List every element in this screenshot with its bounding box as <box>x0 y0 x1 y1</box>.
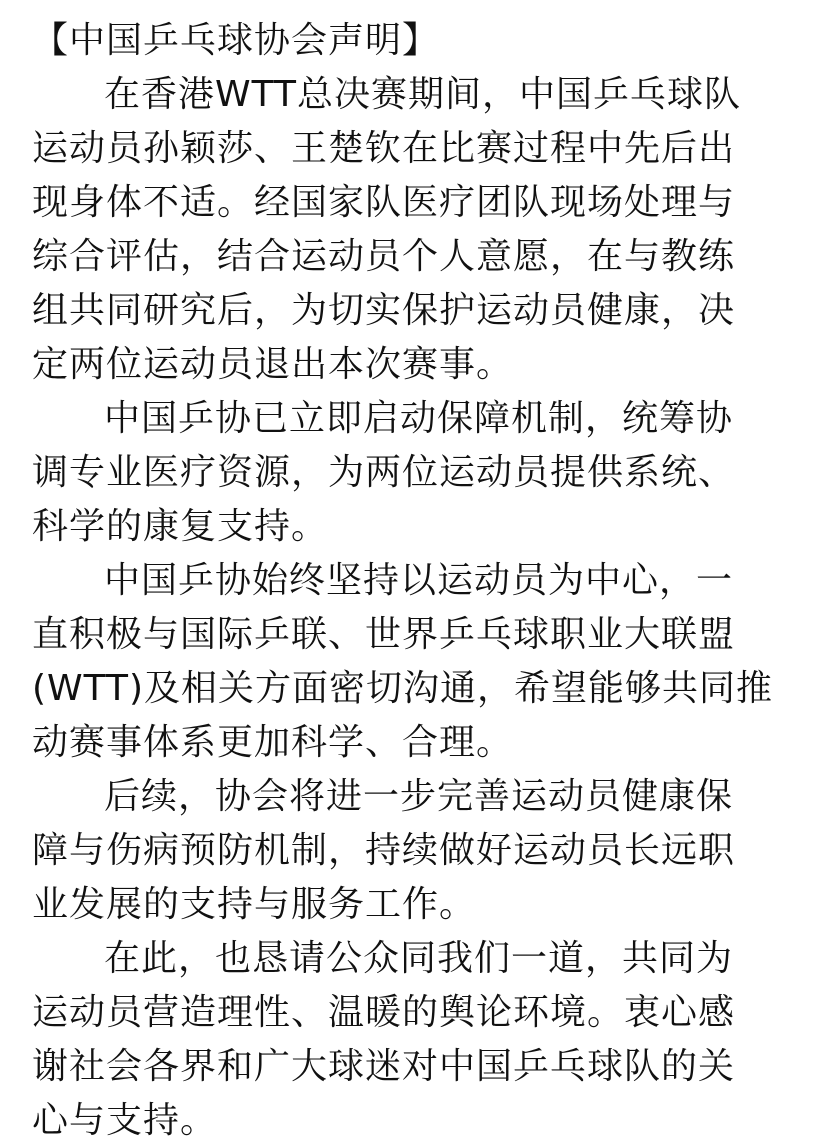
paragraph-5-line-2: 运动员营造理性、温暖的舆论环境。衷心感 <box>32 992 736 1033</box>
paragraph-1-line-5: 组共同研究后，为切实保护运动员健康，决 <box>32 290 736 331</box>
paragraph-1-line-6: 定两位运动员退出本次赛事。 <box>32 344 514 385</box>
paragraph-2-line-3: 科学的康复支持。 <box>32 506 329 547</box>
paragraph-1-line-4: 综合评估，结合运动员个人意愿，在与教练 <box>32 236 736 277</box>
statement-title: 【中国乒乓球协会声明】 <box>32 20 440 61</box>
paragraph-1-line-3: 现身体不适。经国家队医疗团队现场处理与 <box>32 182 736 223</box>
paragraph-5-line-1: 在此，也恳请公众同我们一道，共同为 <box>104 938 734 979</box>
paragraph-2-line-1: 中国乒协已立即启动保障机制，统筹协 <box>104 398 734 439</box>
paragraph-3-line-4: 动赛事体系更加科学、合理。 <box>32 722 514 763</box>
paragraph-2-line-2: 调专业医疗资源，为两位运动员提供系统、 <box>32 452 736 493</box>
paragraph-5-line-3: 谢社会各界和广大球迷对中国乒乓球队的关 <box>32 1046 736 1087</box>
paragraph-1-line-2: 运动员孙颖莎、王楚钦在比赛过程中先后出 <box>32 128 736 169</box>
paragraph-4-line-1: 后续，协会将进一步完善运动员健康保 <box>104 776 734 817</box>
paragraph-5-line-4: 心与支持。 <box>32 1100 218 1141</box>
paragraph-3-line-3: (WTT)及相关方面密切沟通，希望能够共同推 <box>32 668 774 709</box>
paragraph-4-line-3: 业发展的支持与服务工作。 <box>32 884 477 925</box>
paragraph-4-line-2: 障与伤病预防机制，持续做好运动员长远职 <box>32 830 736 871</box>
paragraph-3-line-2: 直积极与国际乒联、世界乒乓球职业大联盟 <box>32 614 736 655</box>
paragraph-3-line-1: 中国乒协始终坚持以运动员为中心，一 <box>104 560 734 601</box>
paragraph-1-line-1: 在香港WTT总决赛期间，中国乒乓球队 <box>104 74 741 115</box>
statement-text <box>32 14 804 1141</box>
